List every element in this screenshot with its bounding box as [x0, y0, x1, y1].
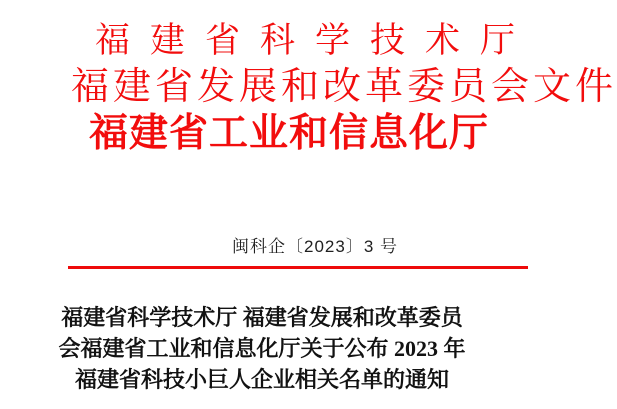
- letterhead-agency-industry-information: 福建省工业和信息化厅: [89, 112, 490, 155]
- notice-title-line-1: 福建省科学技术厅 福建省发展和改革委员: [61, 305, 463, 330]
- notice-title-line-2: 会福建省工业和信息化厅关于公布 2023 年: [58, 336, 466, 361]
- notice-title: [42, 302, 482, 395]
- letterhead-agency-development-reform: 福建省发展和改革委员会文件: [71, 66, 617, 108]
- document-number: 闽科企〔2023〕3 号: [232, 237, 398, 256]
- red-divider-line: [68, 266, 528, 269]
- notice-title-line-3: 福建省科技小巨人企业相关名单的通知: [74, 367, 449, 392]
- letterhead-agency-science-tech: 福建省科学技术厅: [95, 21, 536, 60]
